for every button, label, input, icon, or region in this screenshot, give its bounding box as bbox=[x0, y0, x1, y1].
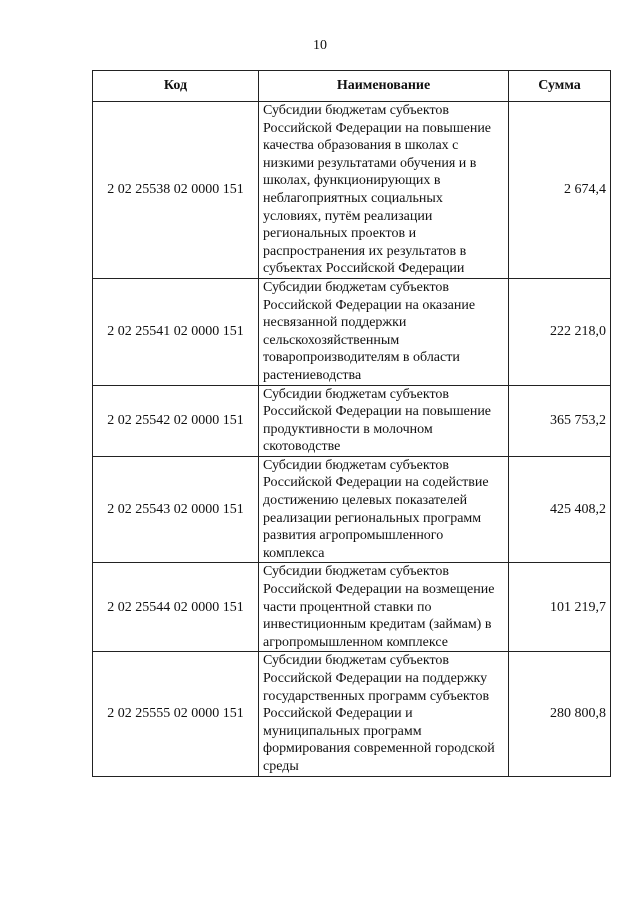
table-header-row bbox=[93, 71, 611, 102]
table-row bbox=[93, 563, 611, 652]
row-code: 2 02 25538 02 0000 151 bbox=[93, 102, 259, 279]
row-sum: 365 753,2 bbox=[509, 385, 611, 456]
header-code: Код bbox=[93, 71, 259, 102]
budget-table bbox=[92, 70, 611, 777]
row-code: 2 02 25542 02 0000 151 bbox=[93, 385, 259, 456]
table-row bbox=[93, 102, 611, 279]
row-name: Субсидии бюджетам субъектов Российской Федерации на повышение продуктивности в молочном скотоводстве bbox=[259, 385, 509, 456]
row-name: Субсидии бюджетам субъектов Российской Федерации на содействие достижению целевых показателей реализации региональных программ развития агропромышленного комплекса bbox=[259, 456, 509, 563]
table-row bbox=[93, 652, 611, 776]
row-sum: 2 674,4 bbox=[509, 102, 611, 279]
row-sum: 280 800,8 bbox=[509, 652, 611, 776]
row-sum: 101 219,7 bbox=[509, 563, 611, 652]
page-number: 10 bbox=[313, 38, 327, 53]
header-name: Наименование bbox=[259, 71, 509, 102]
row-code: 2 02 25541 02 0000 151 bbox=[93, 278, 259, 385]
table-row bbox=[93, 385, 611, 456]
row-code: 2 02 25544 02 0000 151 bbox=[93, 563, 259, 652]
table-row bbox=[93, 456, 611, 563]
row-name: Субсидии бюджетам субъектов Российской Федерации на возмещение части процентной ставки по инвестиционным кредитам (займам) в агропромышленном комплексе bbox=[259, 563, 509, 652]
row-sum: 425 408,2 bbox=[509, 456, 611, 563]
row-code: 2 02 25555 02 0000 151 bbox=[93, 652, 259, 776]
header-sum: Сумма bbox=[509, 71, 611, 102]
row-name: Субсидии бюджетам субъектов Российской Федерации на поддержку государственных программ субъектов Российской Федерации и муниципальных программ формирования современной городской среды bbox=[259, 652, 509, 776]
row-name: Субсидии бюджетам субъектов Российской Федерации на оказание несвязанной поддержки сельскохозяйственным товаропроизводителям в области растениеводства bbox=[259, 278, 509, 385]
table-row bbox=[93, 278, 611, 385]
row-sum: 222 218,0 bbox=[509, 278, 611, 385]
row-code: 2 02 25543 02 0000 151 bbox=[93, 456, 259, 563]
row-name: Субсидии бюджетам субъектов Российской Федерации на повышение качества образования в школах с низкими результатами обучения и в школах, функционирующих в неблагоприятных социальных условиях, путём реализации региональных проектов и распространения их результатов в субъектах Российской Федерации bbox=[259, 102, 509, 279]
